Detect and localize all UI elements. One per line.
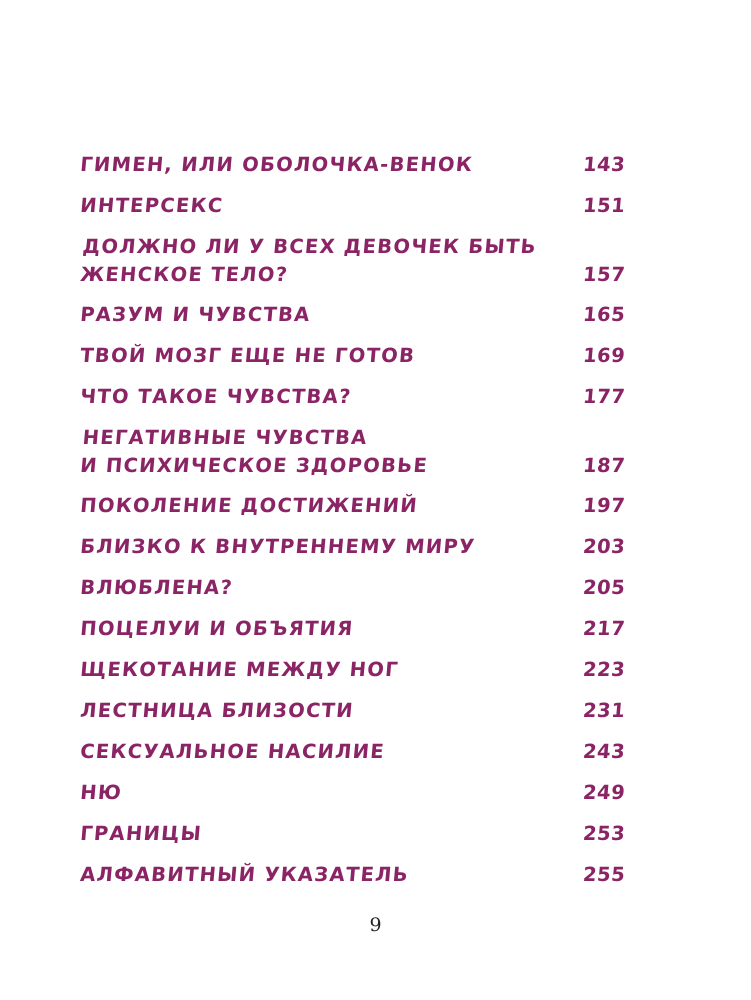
toc-entry-title-line: ЛЕСТНИЦА БЛИЗОСТИ — [79, 699, 355, 722]
toc-entry — [79, 533, 626, 561]
toc-entry-title — [79, 424, 554, 480]
toc-entry-title — [79, 820, 551, 848]
toc-entry-title-line: АЛФАВИТНЫЙ УКАЗАТЕЛЬ — [79, 863, 410, 886]
toc-entry-title-line: НЮ — [79, 781, 124, 804]
toc-entry — [79, 342, 626, 370]
toc-entry-page: 217 — [582, 617, 627, 640]
toc-entry-title-line: ПОЦЕЛУИ И ОБЪЯТИЯ — [79, 617, 355, 640]
toc-entry-title — [79, 656, 551, 684]
toc-entry-title-line: ИНТЕРСЕКС — [79, 194, 225, 217]
toc-entry — [79, 151, 626, 179]
toc-entry-title — [79, 151, 551, 179]
toc-entry-page: 187 — [582, 454, 627, 477]
toc-entry-page: 205 — [582, 576, 627, 599]
toc-entry — [79, 656, 626, 684]
toc-entry-title — [79, 533, 551, 561]
toc-entry-title — [79, 233, 554, 289]
toc-entry-title-line: ТВОЙ МОЗГ ЕЩЕ НЕ ГОТОВ — [79, 344, 417, 367]
toc-entry-title-line: СЕКСУАЛЬНОЕ НАСИЛИЕ — [79, 740, 386, 763]
toc-entry-title-line: И ПСИХИЧЕСКОЕ ЗДОРОВЬЕ — [79, 454, 430, 477]
toc-entry-title — [79, 738, 551, 766]
toc-entry — [79, 861, 626, 889]
toc-entry-title-line: ЖЕНСКОЕ ТЕЛО? — [79, 263, 290, 286]
toc-entry — [79, 192, 626, 220]
toc-entry-title-line: БЛИЗКО К ВНУТРЕННЕМУ МИРУ — [79, 535, 477, 558]
toc-entry — [79, 820, 626, 848]
toc-entry-title-line: РАЗУМ И ЧУВСТВА — [79, 303, 312, 326]
toc-entry — [79, 301, 626, 329]
toc-entry — [79, 615, 626, 643]
toc-entry-page: 203 — [582, 535, 627, 558]
toc-entry-title — [79, 697, 551, 725]
toc-entry-page: 223 — [582, 658, 627, 681]
toc-entry-page: 169 — [582, 344, 627, 367]
toc-entry-title-line: ВЛЮБЛЕНА? — [79, 576, 235, 599]
toc-entry-page: 177 — [582, 385, 627, 408]
toc-entry — [79, 697, 626, 725]
toc-entry-title — [79, 342, 551, 370]
page-number: 9 — [369, 914, 382, 936]
toc-entry-title-line: НЕГАТИВНЫЕ ЧУВСТВА — [81, 426, 369, 449]
toc-entry-title — [79, 192, 551, 220]
toc-entry-page: 157 — [582, 263, 627, 286]
toc-entry-title-line: ЩЕКОТАНИЕ МЕЖДУ НОГ — [79, 658, 400, 681]
table-of-contents — [79, 0, 627, 1000]
toc-entry-page: 143 — [582, 153, 627, 176]
toc-entry-page: 165 — [582, 303, 627, 326]
toc-entry-title — [79, 492, 551, 520]
toc-entry-page: 243 — [582, 740, 627, 763]
toc-entry-title — [79, 779, 551, 807]
toc-entry — [79, 233, 629, 289]
toc-entry-title — [79, 615, 551, 643]
toc-entry-page: 197 — [582, 494, 627, 517]
toc-entry — [79, 574, 626, 602]
toc-entry — [79, 738, 626, 766]
toc-entry-page: 253 — [582, 822, 627, 845]
toc-entry — [79, 424, 629, 480]
toc-entry-title — [79, 301, 551, 329]
toc-entry-page: 231 — [582, 699, 627, 722]
toc-entry-title — [79, 574, 551, 602]
toc-entry-title-line: ГИМЕН, ИЛИ ОБОЛОЧКА-ВЕНОК — [79, 153, 475, 176]
toc-entry-title — [79, 861, 551, 889]
toc-entry-title — [79, 383, 551, 411]
toc-entry-page: 255 — [582, 863, 627, 886]
toc-entry — [79, 492, 626, 520]
toc-entry — [79, 779, 626, 807]
toc-entry-title-line: ДОЛЖНО ЛИ У ВСЕХ ДЕВОЧЕК БЫТЬ — [81, 235, 538, 258]
toc-entry-page: 249 — [582, 781, 627, 804]
toc-entry-page: 151 — [582, 194, 627, 217]
toc-entry-title-line: ПОКОЛЕНИЕ ДОСТИЖЕНИЙ — [79, 494, 419, 517]
toc-entry — [79, 383, 626, 411]
toc-entry-title-line: ГРАНИЦЫ — [79, 822, 204, 845]
toc-entry-title-line: ЧТО ТАКОЕ ЧУВСТВА? — [79, 385, 353, 408]
